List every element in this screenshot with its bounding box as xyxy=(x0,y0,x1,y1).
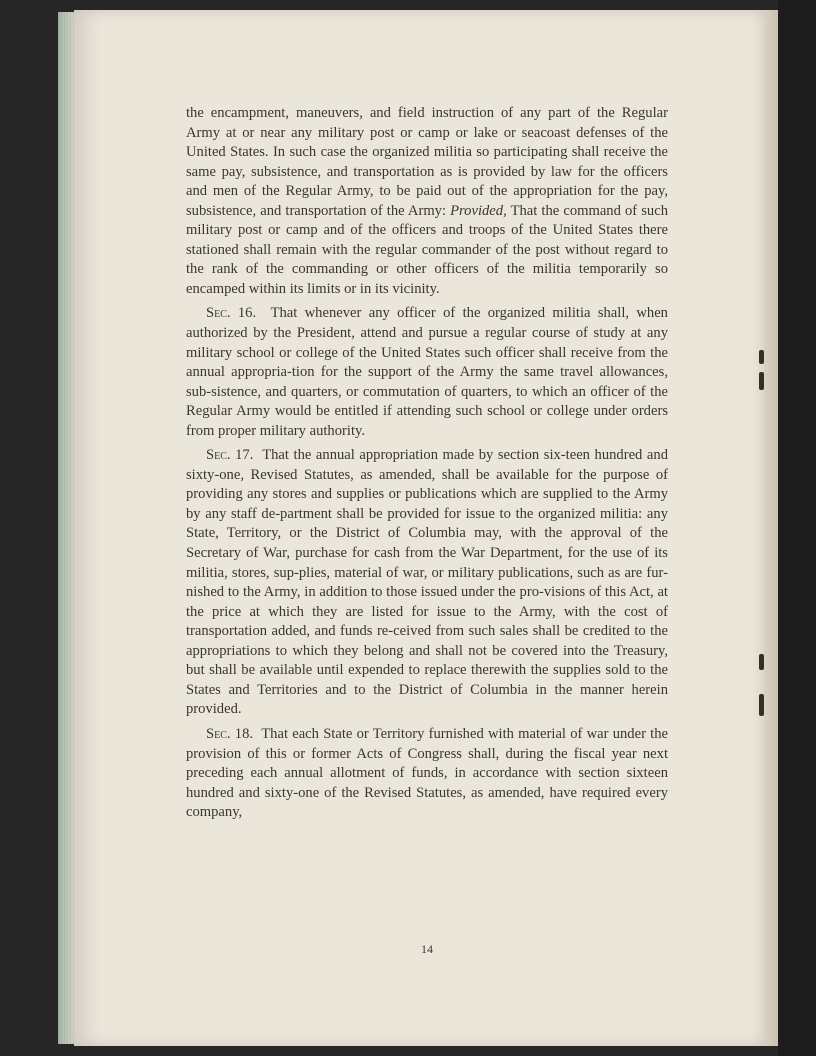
section-label: Sec. 16. xyxy=(206,305,257,322)
binding-mark xyxy=(759,372,764,390)
right-page-margin xyxy=(764,10,778,1046)
section-17-paragraph xyxy=(186,446,668,720)
paragraph-text: That whenever any officer of the organized militia shall, when authorized by the President, attend and pursue a regular course of study at any military school or college of the United States such officer shall receive from the annual appropria-tion for the support of the Army the same travel allowances, sub-sistence, and quarters, or commutation of quarters, to which an officer of the Regular Army would be entitled if attending such school or college under orders from proper military authority. xyxy=(186,305,668,439)
scan-background-right xyxy=(778,0,816,1056)
section-18-paragraph xyxy=(186,725,668,823)
section-label: Sec. 18. xyxy=(206,725,254,742)
section-16-paragraph xyxy=(186,304,668,441)
paragraph-text: That each State or Territory furnished with material of war under the provision of this or former Acts of Congress shall, during the fiscal year next preceding each annual allotment of funds, in accordance with section sixteen hundred and sixty-one of the Revised Statutes, as amended, have required every company, xyxy=(186,725,669,821)
provided-italic: Provided, xyxy=(450,202,507,219)
body-text xyxy=(186,104,668,823)
section-label: Sec. 17. xyxy=(206,447,254,464)
binding-mark xyxy=(759,654,764,670)
binding-mark xyxy=(759,350,764,364)
binding-mark xyxy=(759,694,764,716)
paragraph-text-after: That the command of such military post or camp and of the officers and troops of the United States there stationed shall remain with the regular commander of the post without regard to the rank of the commanding or other officers of the militia temporarily so encamped within its limits or in its vicinity. xyxy=(186,202,668,297)
paragraph-text: the encampment, maneuvers, and field instruction of any part of the Regular Army at or near any military post or camp or lake or seacoast defenses of the United States. In such case the organized militia so participating shall receive the same pay, subsistence, and transportation as is provided by law for the officers and men of the Regular Army, to be paid out of the appropriation for the pay, subsistence, and transportation of the Army: xyxy=(186,105,668,219)
page-number: 14 xyxy=(421,942,433,956)
paragraph-text: That the annual appropriation made by section six-teen hundred and sixty-one, Revised Statutes, as amended, shall be available for the purpose of providing any stores and supplies or publications which are supplied to the Army by any staff de-partment shall be provided for issue to the organized militia: any State, Territory, or the District of Columbia may, with the approval of the Secretary of War, purchase for cash from the War Department, for the use of its militia, stores, sup-plies, material of war, or military publications, such as are fur-nished to the Army, in addition to those issued under the pro-visions of this Act, at the price at which they are listed for issue to the Army, with the cost of transportation added, and funds re-ceived from such sales shall be credited to the appropriations to which they belong and shall not be covered into the Treasury, but shall be available until expended to replace therewith the supplies sold to the States and Territories and to the District of Columbia in the manner herein provided. xyxy=(186,447,668,718)
paragraph-continuation xyxy=(186,104,668,299)
